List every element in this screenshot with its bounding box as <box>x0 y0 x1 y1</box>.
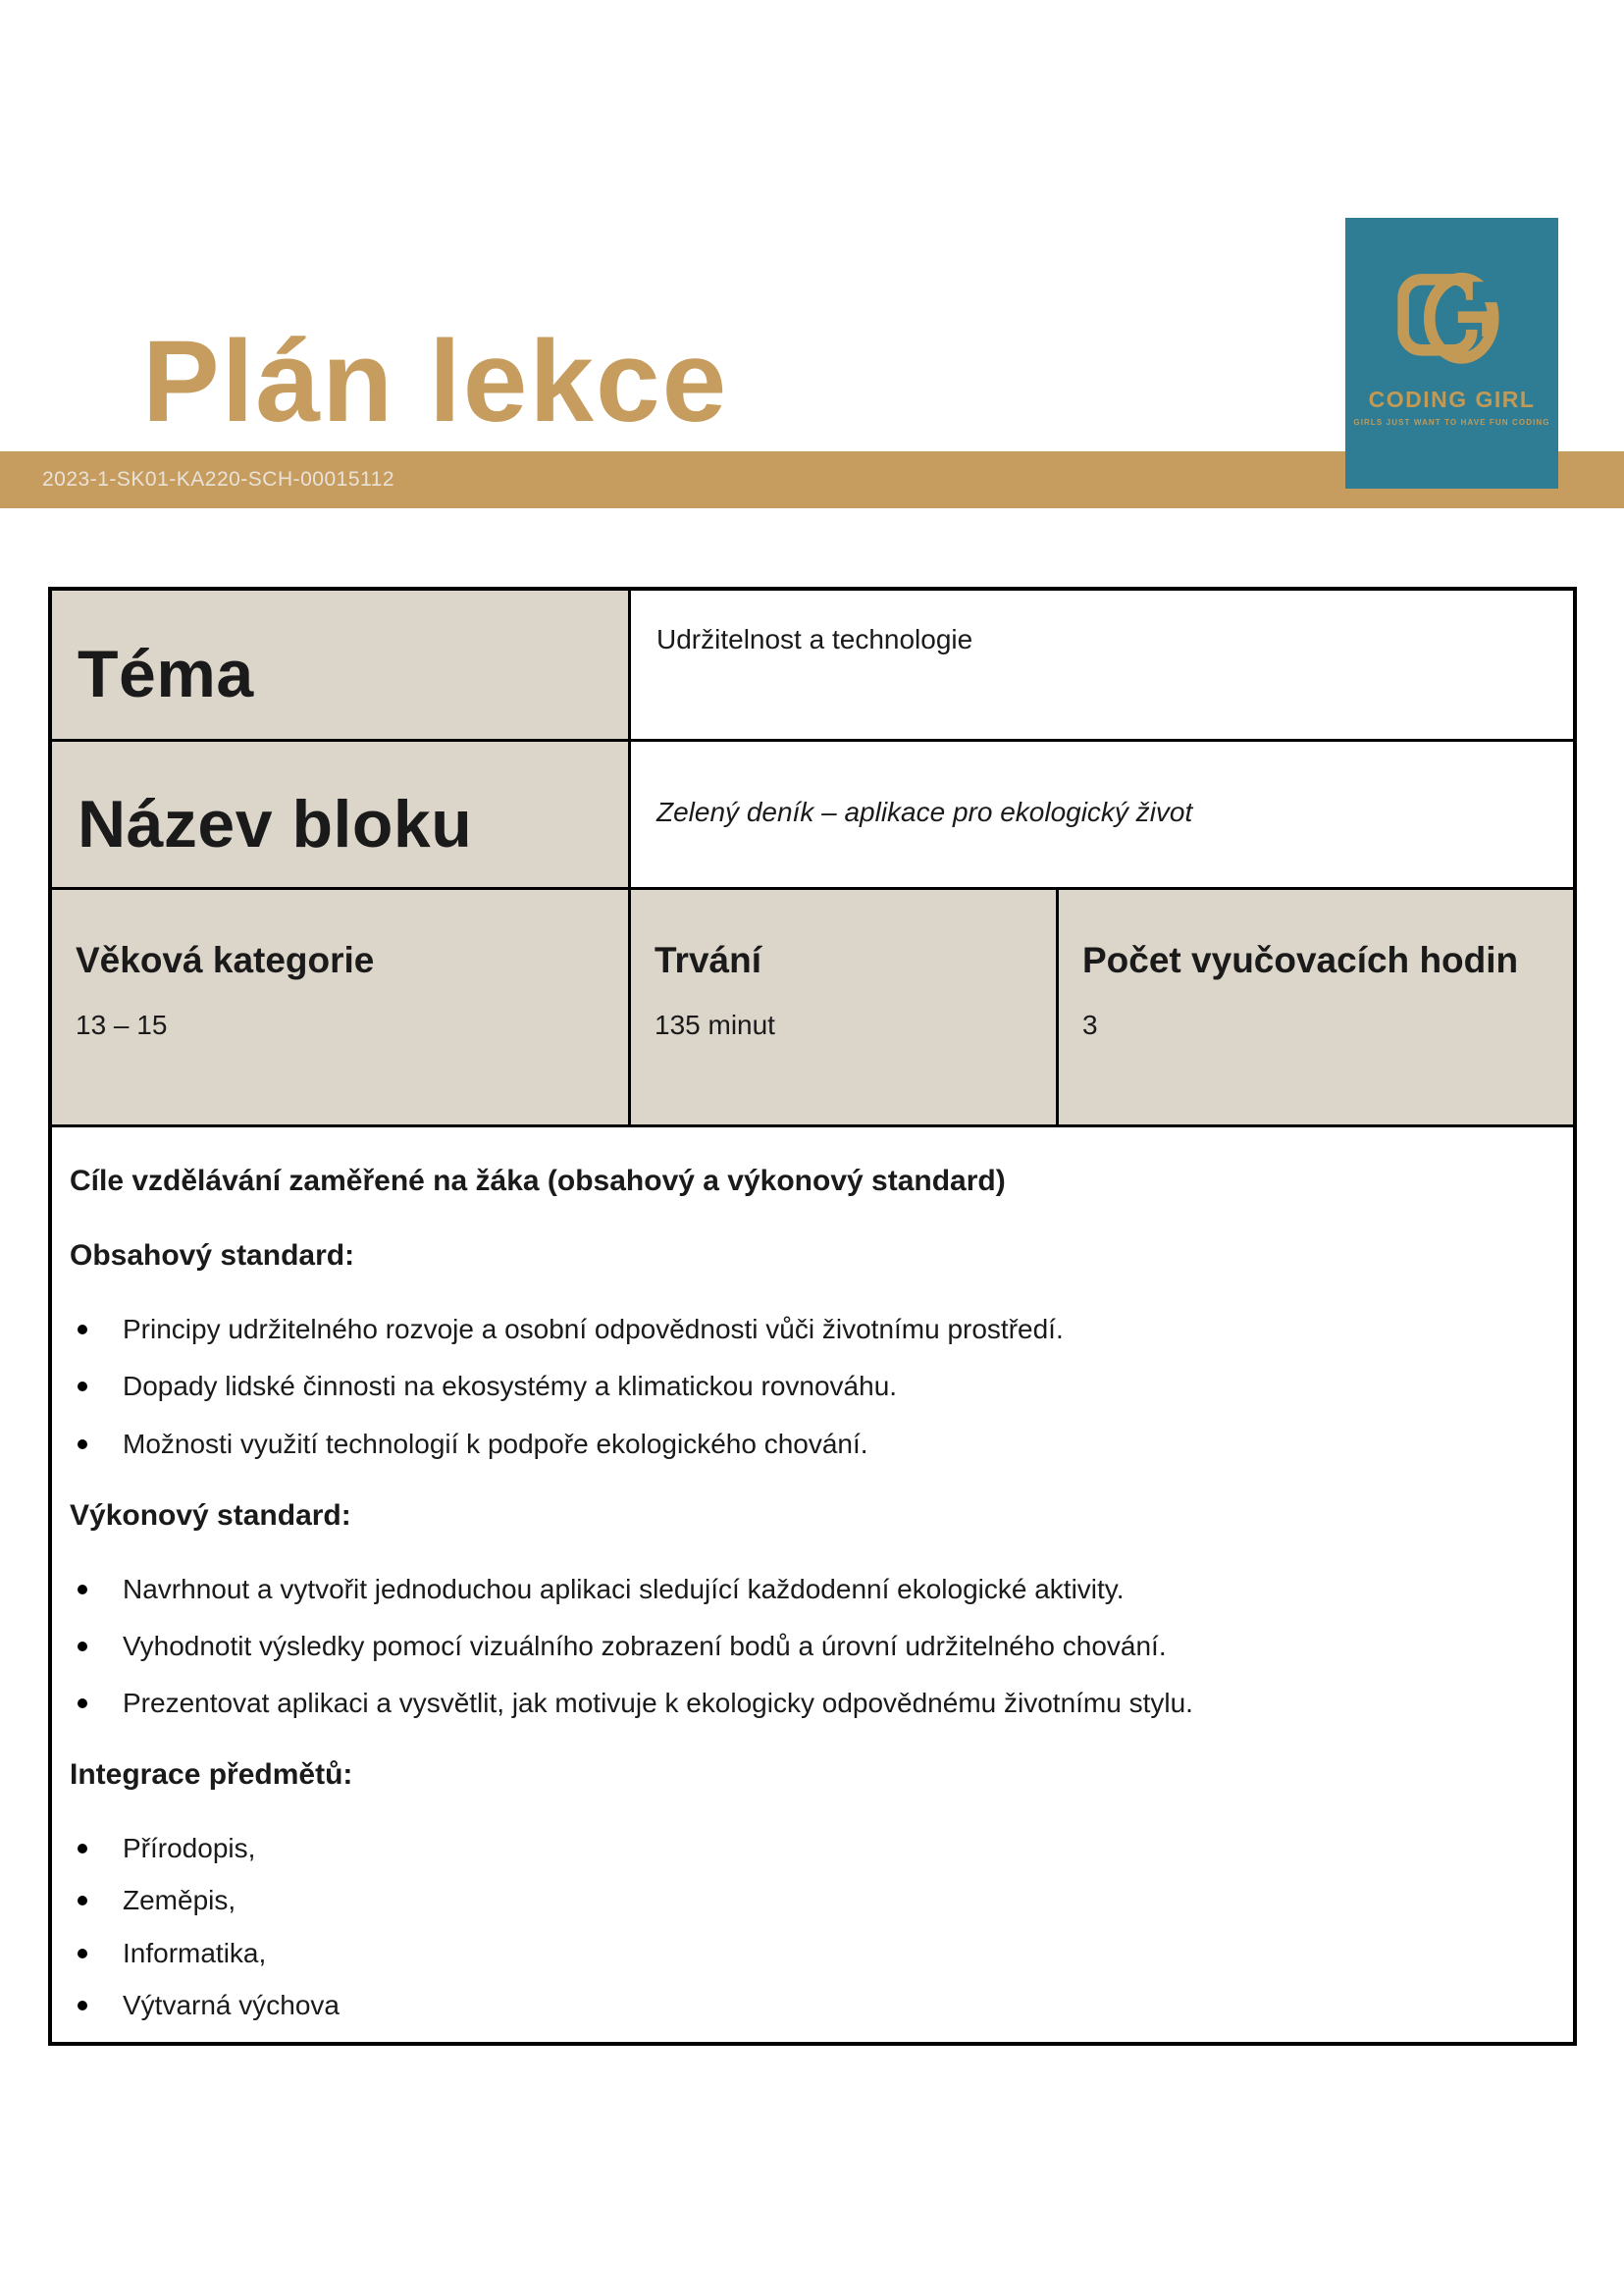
list-item <box>70 1371 1534 1402</box>
list-item-text: Zeměpis, <box>123 1885 236 1916</box>
block-label: Název bloku <box>78 786 473 861</box>
block-value: Zelený deník – aplikace pro ekologický život <box>656 796 1193 827</box>
list-item <box>70 1990 1534 2021</box>
list-item-text: Vyhodnotit výsledky pomocí vizuálního zobrazení bodů a úrovní udržitelného chování. <box>123 1630 1167 1661</box>
list-item-text: Výtvarná výchova <box>123 1989 340 2020</box>
duration-label: Trvání <box>655 940 761 981</box>
row-theme <box>52 591 1573 739</box>
subject-integration-title: Integrace předmětů: <box>70 1758 353 1792</box>
age-category-label: Věková kategorie <box>76 940 375 981</box>
row-block-name <box>52 739 1573 887</box>
theme-value-cell <box>628 591 1573 739</box>
project-code: 2023-1-SK01-KA220-SCH-00015112 <box>42 468 394 491</box>
theme-value: Udržitelnost a technologie <box>656 624 973 654</box>
list-item-text: Principy udržitelného rozvoje a osobní odpovědnosti vůči životnímu prostředí. <box>123 1314 1064 1345</box>
page-title: Plán lekce <box>142 317 729 446</box>
performance-standard-title: Výkonový standard: <box>70 1498 351 1532</box>
list-item-text: Navrhnout a vytvořit jednoduchou aplikaci sledující každodenní ekologické aktivity. <box>123 1573 1125 1604</box>
theme-label-cell <box>52 591 628 739</box>
content-standard-list <box>70 1314 1534 1460</box>
theme-label: Téma <box>78 637 254 712</box>
block-label-cell <box>52 742 628 887</box>
list-item <box>70 1631 1534 1662</box>
age-category-value: 13 – 15 <box>76 1009 168 1040</box>
coding-girl-logo <box>1345 218 1558 489</box>
duration-cell <box>628 890 1056 1124</box>
duration-value: 135 minut <box>655 1009 775 1040</box>
logo-tagline: GIRLS JUST WANT TO HAVE FUN CODING <box>1353 418 1550 427</box>
list-item <box>70 1429 1534 1460</box>
row-goals <box>52 1124 1573 2042</box>
list-item <box>70 1314 1534 1345</box>
list-item-text: Prezentovat aplikaci a vysvětlit, jak motivuje k ekologicky odpovědnému životnímu stylu. <box>123 1688 1193 1719</box>
lesson-count-cell <box>1056 890 1573 1124</box>
coding-girl-monogram-icon <box>1395 251 1509 381</box>
lesson-count-value: 3 <box>1082 1009 1098 1040</box>
lesson-count-label: Počet vyučovacích hodin <box>1082 940 1519 981</box>
block-value-cell <box>628 742 1573 887</box>
list-item <box>70 1885 1534 1916</box>
age-category-cell <box>52 890 628 1124</box>
row-meta <box>52 887 1573 1124</box>
list-item-text: Informatika, <box>123 1937 267 1968</box>
subject-integration-list <box>70 1833 1534 2021</box>
goals-cell <box>52 1127 1573 2042</box>
lesson-plan-table <box>48 587 1577 2046</box>
list-item <box>70 1574 1534 1605</box>
logo-name: CODING GIRL <box>1368 387 1536 412</box>
list-item-text: Možnosti využití technologií k podpoře ekologického chování. <box>123 1428 868 1459</box>
list-item <box>70 1938 1534 1969</box>
performance-standard-list <box>70 1574 1534 1720</box>
list-item-text: Dopady lidské činnosti na ekosystémy a klimatickou rovnováhu. <box>123 1371 898 1402</box>
list-item <box>70 1688 1534 1719</box>
goals-heading: Cíle vzdělávání zaměřené na žáka (obsahový a výkonový standard) <box>70 1165 1006 1198</box>
content-standard-title: Obsahový standard: <box>70 1239 355 1273</box>
list-item <box>70 1833 1534 1864</box>
list-item-text: Přírodopis, <box>123 1833 256 1864</box>
